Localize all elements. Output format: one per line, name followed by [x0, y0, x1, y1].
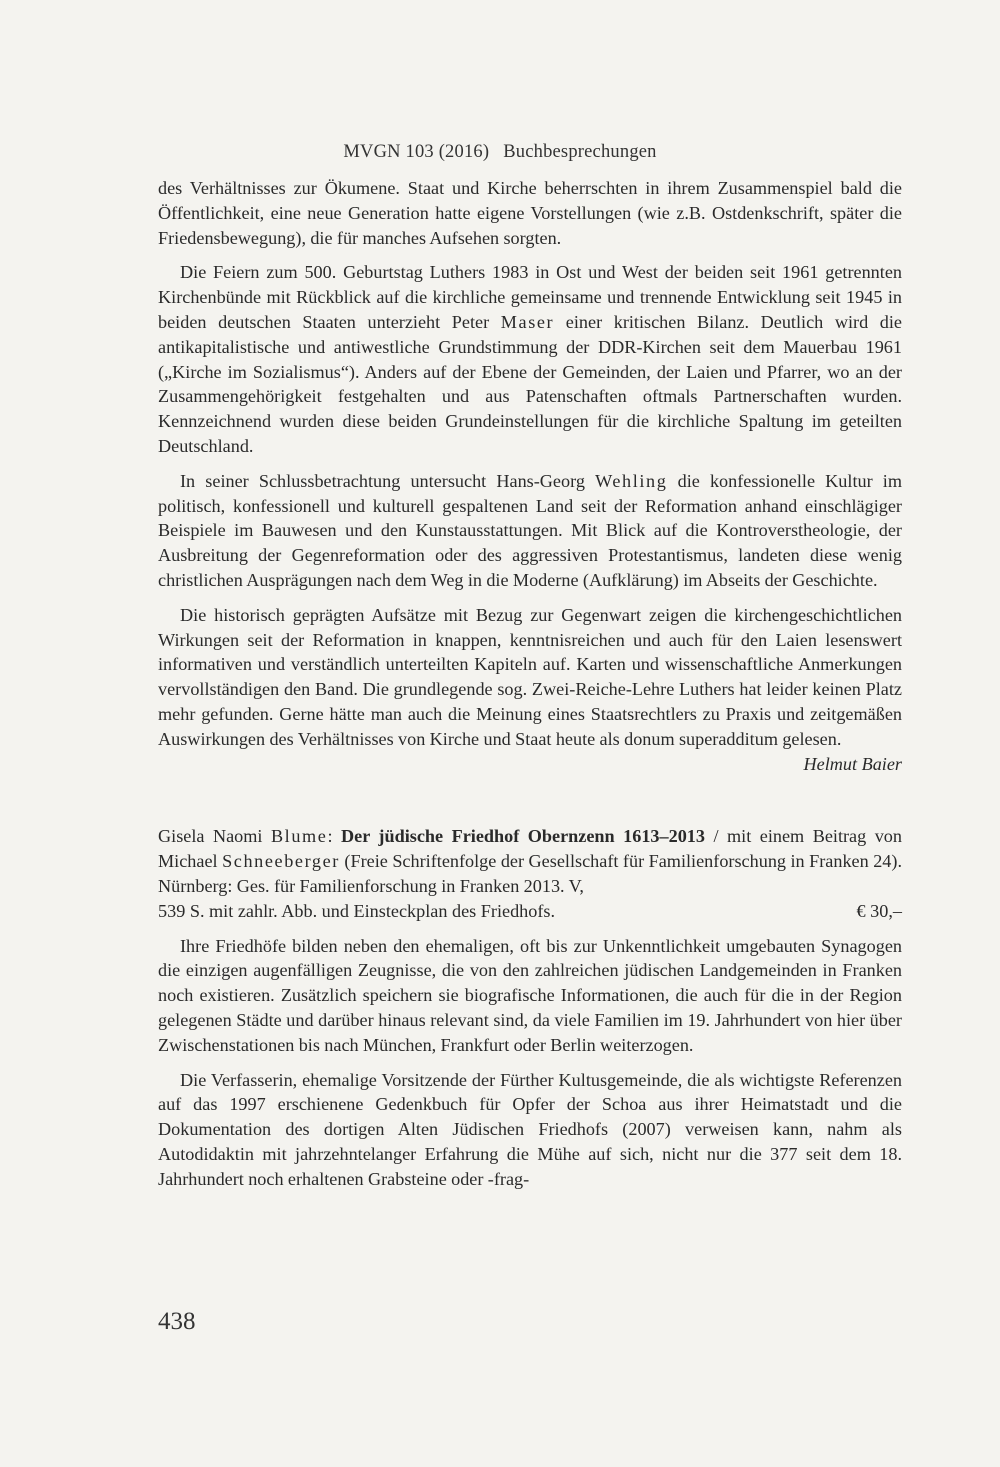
journal-reference: MVGN 103 (2016) [343, 142, 490, 162]
review1-paragraph-0: des Verhältnisses zur Ökumene. Staat und Kirche beherrschten in ihrem Zusammenspiel bald die Öffentlichkeit, eine neue Generation hatte eigene Vorstellungen (wie z.B. Ostdenkschrift, später die Friedensbewegung), die für manches Aufsehen sorgten. [158, 178, 902, 248]
contributor-name: Schneeberger [222, 851, 340, 872]
page-number: 438 [158, 1308, 196, 1335]
review1-paragraph-2: In seiner Schlussbetrachtung untersucht Hans-Georg Wehling die konfessionelle Kultur im politisch, konfessionell und kulturell gespaltenen Land seit der Reformation anhand einschlägiger Beispiele im Bauwesen und den Kunstausstattungen. Mit Blick auf die Kontroverstheologie, der Ausbreitung der Gegenreformation oder des aggressiven Protestantismus, landeten diese wenig christlichen Ausprägungen nach dem Weg in die Moderne (Aufklärung) im Abseits der Geschichte. [158, 470, 903, 590]
author-name-wehling: Wehling [595, 470, 668, 491]
book-author-surname: Blume [270, 826, 328, 847]
running-head [0, 142, 1000, 163]
review2-paragraph-2: Die Verfasserin, ehemalige Vorsitzende der Fürther Kultusgemeinde, die als wichtigste Referenzen auf das 1997 erschienene Gedenkbuch für Opfer der Schoa aus ihrer Heimatstadt und die Dokumentation des dortigen Alten Jüdischen Friedhofs (2007) verweisen kann, nahm als Autodidaktin mit jahrzehntelanger Erfahrung die Mühe auf sich, nicht nur die 377 seit dem 18. Jahrhundert noch erhaltenen Grabsteine oder -frag- [158, 1069, 902, 1189]
book-reference-last-line: 539 S. mit zahlr. Abb. und Einsteckplan des Friedhofs. € 30,– [158, 899, 902, 924]
book-reference: Gisela Naomi Blume: Der jüdische Friedhof Obernzenn 1613–2013 / mit einem Beitrag von Michael Schneeberger (Freie Schriftenfolge der Gesellschaft für Familienforschung in Franken 24). Nürnberg: Ges. für Familienforschung in Franken 2013. V, [158, 826, 902, 896]
book-price: € 30,– [856, 900, 902, 921]
review1-paragraph-3: Die historisch geprägten Aufsätze mit Bezug zur Gegenwart zeigen die kirchengeschichtlichen Wirkungen seit der Reformation in knappen, kenntnisreichen und auch für den Laien lesenswert informativen und verständlich unterteilten Kapiteln auf. Karten und wissenschaftliche Anmerkungen vervollständigen den Band. Die grundlegende sog. Zwei-Reiche-Lehre Luthers hat leider keinen Platz mehr gefunden. Gerne hätte man auch die Meinung eines Staatsrechtlers zu Praxis und zeitgemäßen Auswirkungen des Verhältnisses von Kirche und Staat heute als donum superadditum gelesen. [158, 604, 902, 749]
reviewer-signature: Helmut Baier [803, 753, 902, 774]
body-text [158, 176, 902, 1191]
author-name-maser: Maser [500, 311, 555, 332]
review1-paragraph-1: Die Feiern zum 500. Geburtstag Luthers 1983 in Ost und West der beiden seit 1961 getrennten Kirchenbünde mit Rückblick auf die kirchliche gemeinsame und trennende Entwicklung seit 1945 in beiden deutschen Staaten unterzieht Peter Maser einer kritischen Bilanz. Deutlich wird die antikapitalistische und antiwestliche Grundstimmung der DDR-Kirchen seit dem Mauerbau 1961 („Kirche im Sozialismus“). Anders auf der Ebene der Gemeinden, der Laien und Pfarrer, wo an der Zusammengehörigkeit festgehalten und aus Patenschaften oftmals Partnerschaften wurden. Kennzeichnend wurden diese beiden Grundeinstellungen für die kirchliche Spaltung im geteilten Deutschland. [158, 262, 902, 456]
review2-paragraph-1: Ihre Friedhöfe bilden neben den ehemaligen, oft bis zur Unkenntlichkeit umgebauten Synagogen die einzigen augenfälligen Zeugnisse, die von den zahlreichen jüdischen Landgemeinden in Franken noch existieren. Zusätzlich speichern sie biografische Informationen, die auch für die in der Region gelegenen Städte und darüber hinaus relevant sind, da viele Familien im 19. Jahrhundert von hier über Zwischenstationen bis nach München, Frankfurt oder Berlin weiterzogen. [158, 935, 902, 1055]
section-title: Buchbesprechungen [503, 142, 657, 162]
book-title: Der jüdische Friedhof Obernzenn 1613–2013 [340, 826, 705, 847]
